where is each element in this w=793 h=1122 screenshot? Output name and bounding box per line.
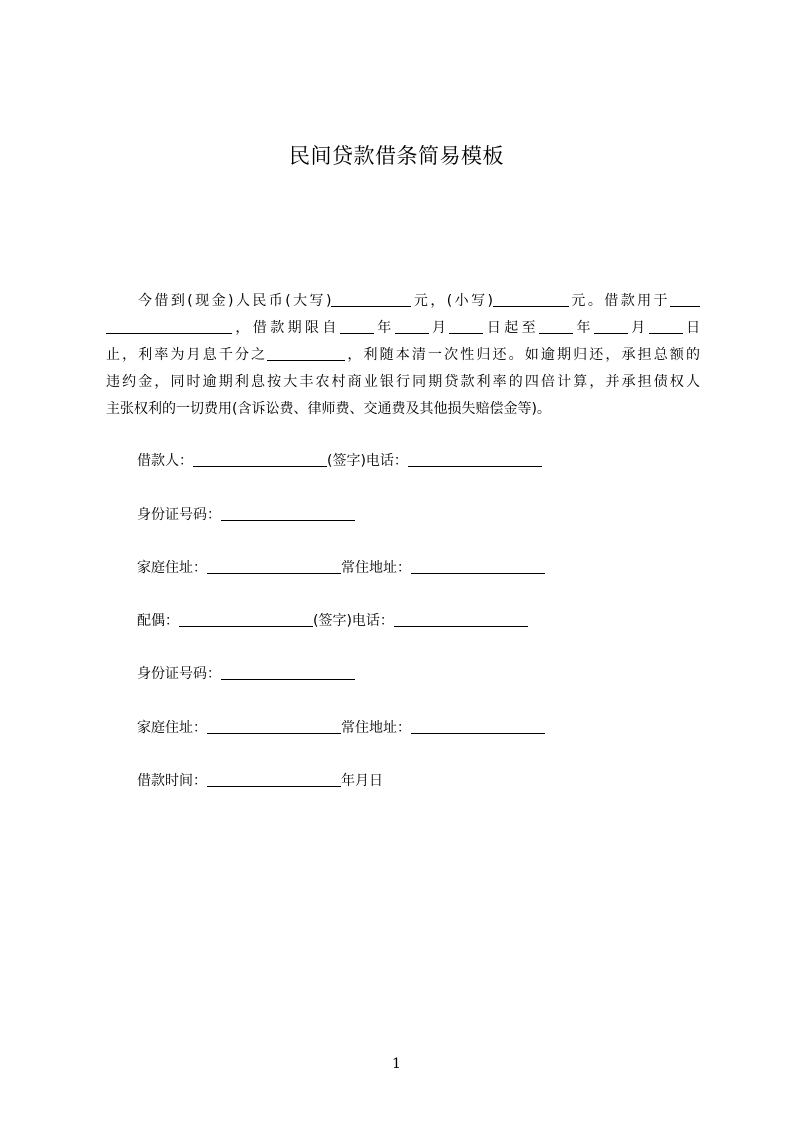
spouse-home-address-label: 家庭住址： — [137, 720, 207, 736]
text-day-until: 日起至 — [483, 320, 540, 336]
borrower-home-address-blank[interactable] — [207, 558, 341, 574]
spouse-sign-phone-label: (签字)电话： — [313, 613, 394, 629]
spouse-residence-blank[interactable] — [411, 718, 545, 734]
end-month-blank[interactable] — [594, 318, 628, 334]
spouse-name-blank[interactable] — [179, 611, 313, 627]
document-title: 民间贷款借条简易模板 — [289, 144, 504, 168]
text-repayment-terms: ，利随本清一次性归还。如逾期归还，承担总额的 — [345, 347, 700, 363]
text-loan-purpose: 元。借款用于 — [568, 293, 670, 309]
interest-rate-blank[interactable] — [267, 345, 345, 361]
start-day-blank[interactable] — [449, 318, 483, 334]
loan-date-blank[interactable] — [207, 771, 341, 787]
text-loan-term-from: ，借款期限自 — [232, 320, 340, 336]
borrower-residence-blank[interactable] — [411, 558, 545, 574]
start-month-blank[interactable] — [395, 318, 429, 334]
end-year-blank[interactable] — [539, 318, 573, 334]
start-year-blank[interactable] — [340, 318, 374, 334]
spouse-id-row — [137, 662, 355, 686]
borrower-home-address-label: 家庭住址： — [137, 560, 207, 576]
borrower-row — [137, 449, 542, 473]
page-number: 1 — [392, 1056, 401, 1072]
text-yuan-lowercase: 元，(小写) — [411, 293, 493, 309]
borrower-id-blank[interactable] — [221, 505, 355, 521]
text-month: 月 — [428, 320, 450, 336]
loan-purpose-blank-start[interactable] — [670, 291, 700, 307]
text-cash-rmb-uppercase: 今借到(现金)人民币(大写) — [138, 293, 332, 309]
loan-date-row — [137, 769, 383, 793]
borrower-id-row — [137, 503, 355, 527]
text-month-end: 月 — [627, 320, 649, 336]
spouse-row — [137, 609, 528, 633]
text-day-end: 日 — [682, 320, 700, 336]
paragraph-line-2 — [106, 315, 700, 342]
borrower-id-label: 身份证号码： — [137, 507, 221, 523]
spouse-label: 配偶： — [137, 613, 179, 629]
spouse-address-row — [137, 716, 545, 740]
loan-date-label: 借款时间： — [137, 773, 207, 789]
paragraph-line-1 — [106, 288, 700, 315]
spouse-residence-label: 常住地址： — [341, 720, 411, 736]
borrower-name-blank[interactable] — [193, 451, 327, 467]
text-interest-rate: 止，利率为月息千分之 — [106, 347, 268, 363]
borrower-address-row — [137, 556, 545, 580]
loan-purpose-blank-end[interactable] — [106, 318, 232, 334]
borrower-label: 借款人： — [137, 453, 193, 469]
paragraph-line-3 — [106, 342, 700, 369]
paragraph-line-5: 主张权利的一切费用(含诉讼费、律师费、交通费及其他损失赔偿金等)。 — [106, 401, 551, 417]
borrower-residence-label: 常住地址： — [341, 560, 411, 576]
end-day-blank[interactable] — [649, 318, 683, 334]
spouse-home-address-blank[interactable] — [207, 718, 341, 734]
text-year: 年 — [373, 320, 395, 336]
amount-uppercase-blank[interactable] — [331, 291, 411, 307]
loan-date-suffix: 年月日 — [341, 773, 383, 789]
spouse-phone-blank[interactable] — [394, 611, 528, 627]
borrower-sign-phone-label: (签字)电话： — [327, 453, 408, 469]
paragraph-line-4: 违约金，同时逾期利息按大丰农村商业银行同期贷款利率的四倍计算，并承担债权人 — [106, 374, 700, 390]
borrower-phone-blank[interactable] — [408, 451, 542, 467]
amount-lowercase-blank[interactable] — [493, 291, 569, 307]
text-year-end: 年 — [573, 320, 594, 336]
loan-terms-paragraph — [106, 288, 700, 423]
spouse-id-label: 身份证号码： — [137, 666, 221, 682]
spouse-id-blank[interactable] — [221, 664, 355, 680]
